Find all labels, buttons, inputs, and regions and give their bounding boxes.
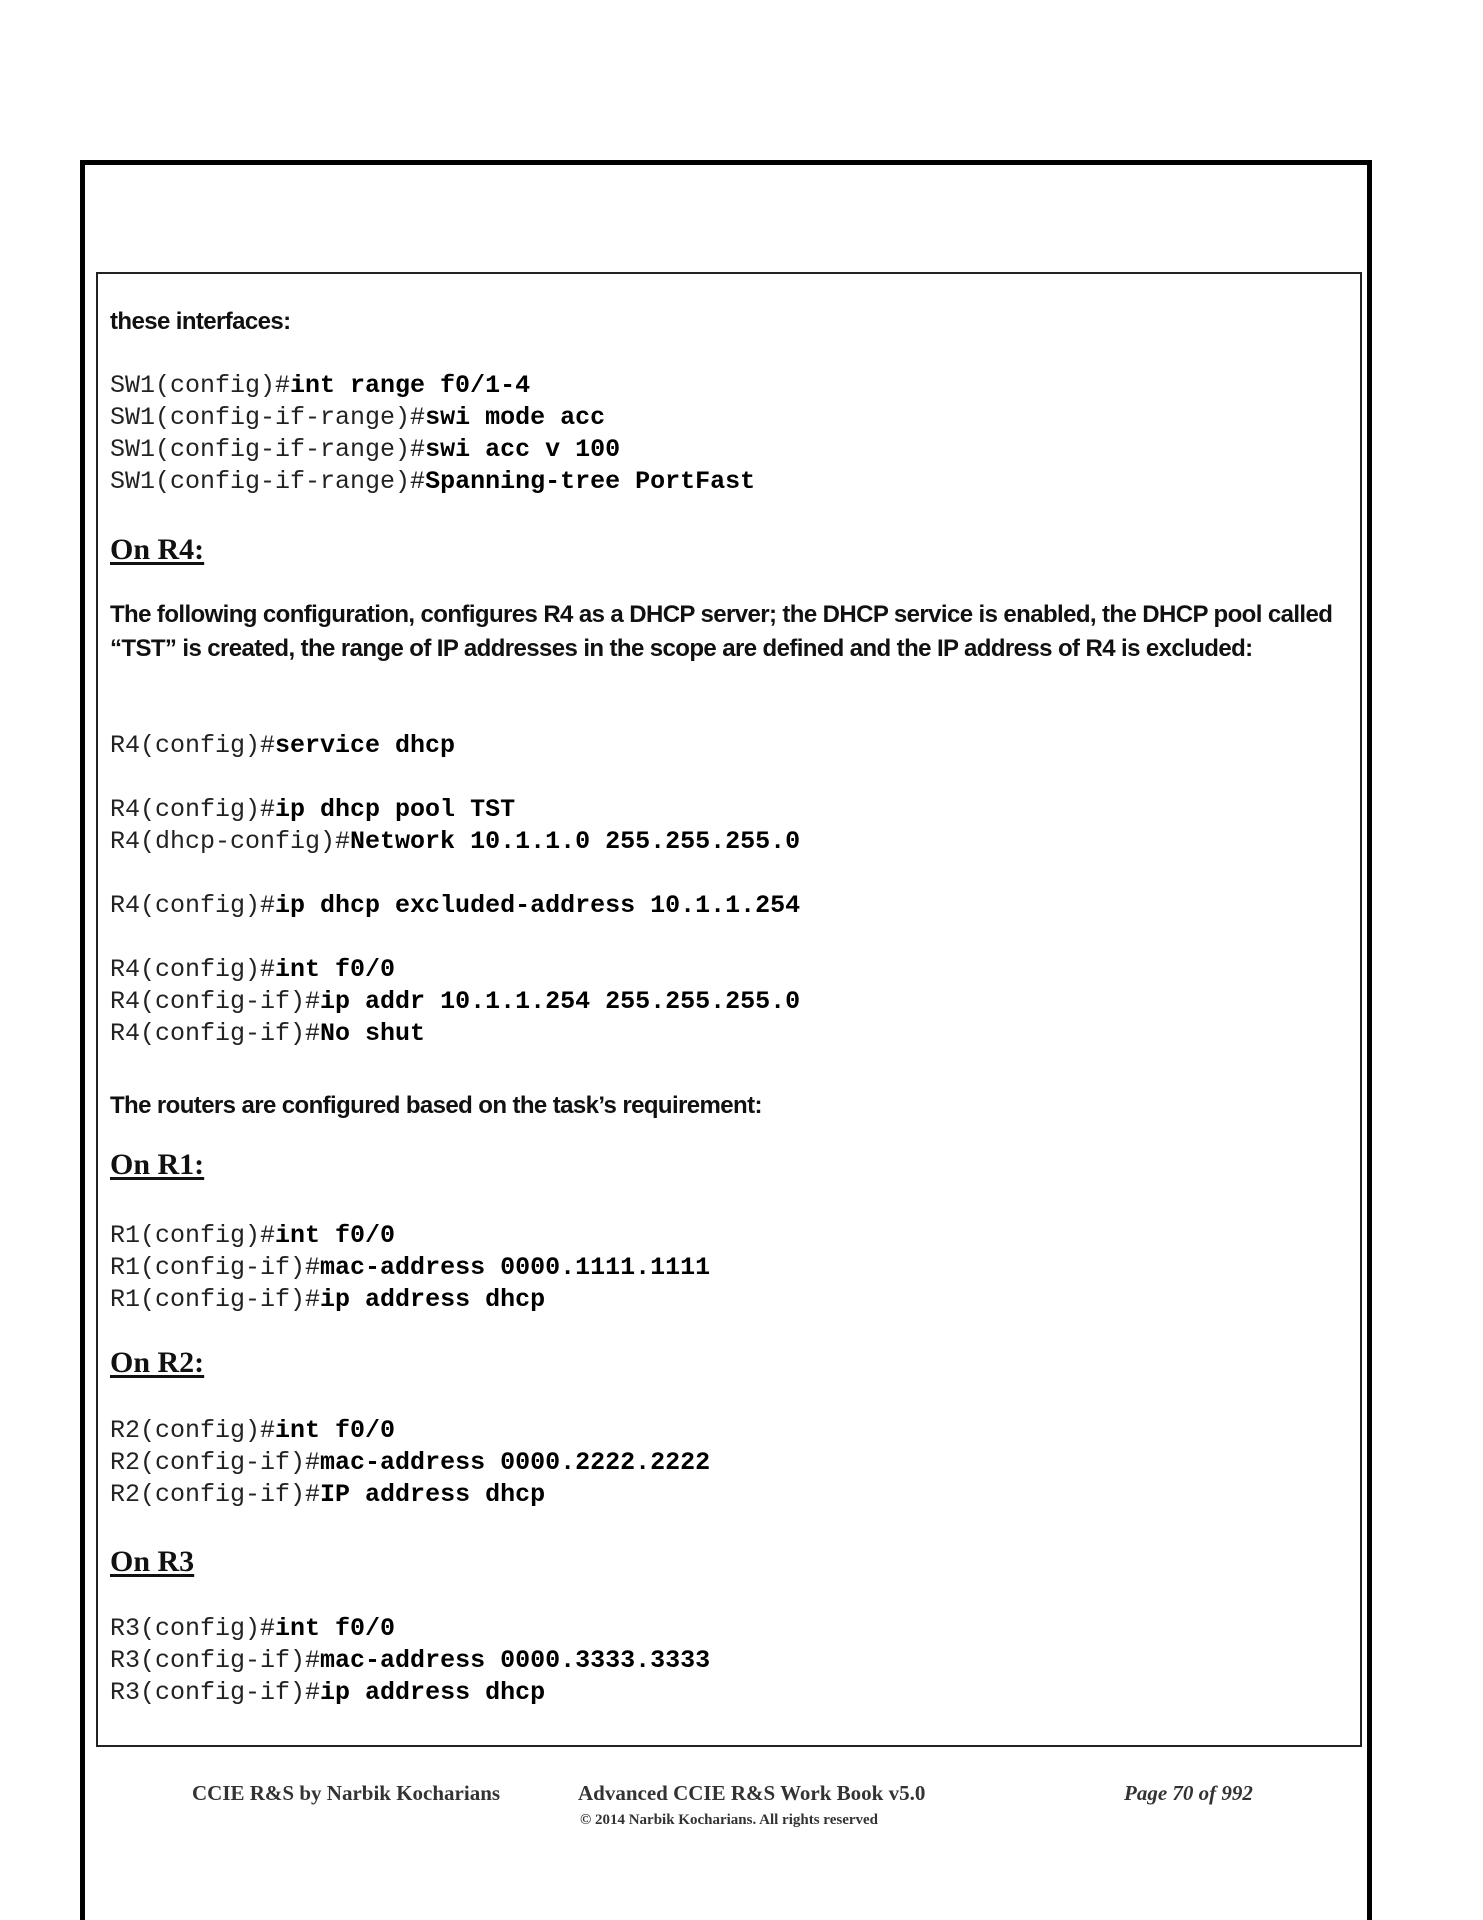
cli-command: ip addr 10.1.1.254 255.255.255.0 xyxy=(320,987,801,1016)
code-line xyxy=(110,370,530,402)
code-line xyxy=(110,1220,395,1252)
cli-prompt: R4(config)# xyxy=(110,891,276,920)
code-line xyxy=(110,1018,425,1050)
section-heading-r2: On R2: xyxy=(110,1346,205,1379)
cli-prompt: R3(config-if)# xyxy=(110,1678,321,1707)
cli-prompt: R4(config)# xyxy=(110,955,276,984)
code-line xyxy=(110,1447,710,1479)
footer-copyright: © 2014 Narbik Kocharians. All rights reserved xyxy=(580,1812,879,1828)
r4-description: The following configuration, configures R4 as a DHCP server; the DHCP service is enabled, the DHCP pool called “TST” is created, the range of IP addresses in the scope are defined and the IP address of R4 is excluded: xyxy=(110,601,1333,662)
section-heading-r1: On R1: xyxy=(110,1148,205,1181)
code-line xyxy=(110,730,455,762)
cli-prompt: SW1(config)# xyxy=(110,371,291,400)
cli-command: ip address dhcp xyxy=(320,1678,546,1707)
intro-text: these interfaces: xyxy=(110,308,291,335)
cli-prompt: R4(config-if)# xyxy=(110,1019,321,1048)
footer-book-title: Advanced CCIE R&S Work Book v5.0 xyxy=(578,1781,926,1805)
code-line xyxy=(110,826,800,858)
cli-command: ip dhcp pool TST xyxy=(275,795,516,824)
code-line xyxy=(110,1415,395,1447)
code-line xyxy=(110,890,800,922)
cli-prompt: R2(config)# xyxy=(110,1416,276,1445)
cli-prompt: R1(config-if)# xyxy=(110,1253,321,1282)
cli-prompt: R4(config)# xyxy=(110,731,276,760)
cli-command: int f0/0 xyxy=(275,1221,396,1250)
code-line xyxy=(110,986,800,1018)
cli-prompt: R4(config-if)# xyxy=(110,987,321,1016)
code-line xyxy=(110,794,515,826)
cli-command: int f0/0 xyxy=(275,1416,396,1445)
code-line xyxy=(110,466,755,498)
code-line xyxy=(110,1252,710,1284)
cli-command: mac-address 0000.2222.2222 xyxy=(320,1448,711,1477)
section-heading-r4: On R4: xyxy=(110,533,205,566)
footer-author: CCIE R&S by Narbik Kocharians xyxy=(192,1781,501,1805)
cli-command: Spanning-tree PortFast xyxy=(425,467,756,496)
cli-prompt: R1(config)# xyxy=(110,1221,276,1250)
cli-command: mac-address 0000.3333.3333 xyxy=(320,1646,711,1675)
cli-command: mac-address 0000.1111.1111 xyxy=(320,1253,711,1282)
cli-command: service dhcp xyxy=(275,731,456,760)
code-line xyxy=(110,1613,395,1645)
cli-command: No shut xyxy=(320,1019,426,1048)
code-line xyxy=(110,1284,545,1316)
cli-command: ip address dhcp xyxy=(320,1285,546,1314)
cli-command: Network 10.1.1.0 255.255.255.0 xyxy=(350,827,801,856)
cli-prompt: R3(config)# xyxy=(110,1614,276,1643)
code-line xyxy=(110,1645,710,1677)
cli-prompt: R4(dhcp-config)# xyxy=(110,827,351,856)
cli-prompt: R3(config-if)# xyxy=(110,1646,321,1675)
code-line xyxy=(110,1479,545,1511)
code-line xyxy=(110,1677,545,1709)
routers-text: The routers are configured based on the task’s requirement: xyxy=(110,1092,762,1119)
cli-prompt: SW1(config-if-range)# xyxy=(110,467,426,496)
cli-command: swi mode acc xyxy=(425,403,606,432)
cli-prompt: R1(config-if)# xyxy=(110,1285,321,1314)
cli-prompt: R2(config-if)# xyxy=(110,1480,321,1509)
cli-prompt: R2(config-if)# xyxy=(110,1448,321,1477)
cli-command: int f0/0 xyxy=(275,1614,396,1643)
code-line xyxy=(110,954,395,986)
cli-command: int range f0/1-4 xyxy=(290,371,531,400)
cli-prompt: R4(config)# xyxy=(110,795,276,824)
cli-command: ip dhcp excluded-address 10.1.1.254 xyxy=(275,891,801,920)
footer-page-number: Page 70 of 992 xyxy=(1124,1781,1253,1805)
section-heading-r3: On R3 xyxy=(110,1545,195,1578)
cli-command: IP address dhcp xyxy=(320,1480,546,1509)
cli-command: swi acc v 100 xyxy=(425,435,621,464)
code-line xyxy=(110,402,605,434)
code-line xyxy=(110,434,620,466)
cli-command: int f0/0 xyxy=(275,955,396,984)
cli-prompt: SW1(config-if-range)# xyxy=(110,435,426,464)
cli-prompt: SW1(config-if-range)# xyxy=(110,403,426,432)
